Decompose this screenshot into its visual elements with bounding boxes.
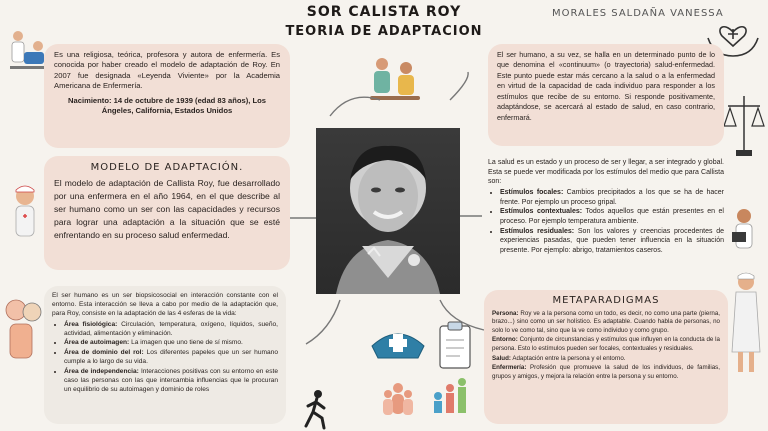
list-item: Enfermería: Profesión que promueve la salud de los individuos, de familias, grupos y amigos, y mejora la relación entre la persona y su entorno. <box>492 364 720 380</box>
metaparadigmas-heading: METAPARADIGMAS <box>552 295 660 306</box>
ser-humano-intro: El ser humano es un ser biopsicosocial en interacción constante con el entorno. Esta interacción se lleva a cabo por medio de la adaptación que, para Roy, consiste en la adaptación de las 4 esferas de la vida: <box>52 292 278 317</box>
list-item: • Estímulos contextuales: Todos aquellos que están presentes en el proceso. Por ejemplo temperatura ambiente. <box>500 207 724 226</box>
portrait-illustration <box>316 128 460 294</box>
list-item: • Estímulos focales: Cambios precipitados a los que se ha de hacer frente. Por ejemplo un proceso gripal. <box>500 188 724 207</box>
people-group-icon <box>380 380 416 420</box>
walking-person-icon <box>300 388 332 430</box>
portrait-photo <box>316 128 460 294</box>
scale-icon <box>722 92 766 162</box>
ser-humano-card <box>44 286 286 424</box>
list-item: • Área de dominio del rol: Los diferentes papeles que un ser humano cumple a lo largo de su vida. <box>64 349 278 367</box>
list-item: • Área de independencia: Interacciones positivas con su entorno en este caso las personas con las que intercambia influencias que le procuran un equilibrio de su autoimagen y dominio de roles <box>64 368 278 395</box>
bio-text: Es una religiosa, teórica, profesora y autora de enfermería. Es conocida por haber creado el modelo de adaptación de Roy. En 2007 fue designada «Leyenda Viviente» por la Academia Americana de Enfermería. <box>54 50 280 91</box>
salud-intro: La salud es un estado y un proceso de ser y llegar, a ser integrado y global. Esta se puede ver modificada por los estímulos del medio que para Callista son: <box>488 159 724 186</box>
birth-info: Nacimiento: 14 de octubre de 1939 (edad 83 años), Los Ángeles, California, Estados Unidos <box>68 95 266 116</box>
doctor-patient-icon <box>4 28 48 74</box>
continuum-text: El ser humano, a su vez, se halla en un determinado punto de lo que denomina el «continuum» (o trayectoria) salud-enfermedad. Este punto puede estar más cercano a la salud o a la enfermedad en virtud de la capacidad de cada individuo para responder a los estímulos que recibe de su entorno. Si responde positivamente, adaptándose, se acercará al estado de salud, en caso contrario, enfermará. <box>497 50 715 122</box>
list-item: • Área fisiológica: Circulación, temperatura, oxígeno, líquidos, sueño, actividad, alimentación y eliminación. <box>64 321 278 339</box>
salud-card <box>484 156 728 286</box>
list-item: Persona: Roy ve a la persona como un todo, es decir, no como una parte (pierna, brazo...) sino como un ser holístico. Es adaptable. Cuando habla de personas, no solo lo ve como tal, sino que la ve como individuo y como grupo. <box>492 309 720 334</box>
continuum-card <box>488 44 724 146</box>
page-subtitle: TEORIA DE ADAPTACION <box>285 24 483 39</box>
estimulos-list <box>488 188 724 256</box>
bio-card <box>44 44 290 148</box>
nurse-standing-icon <box>726 270 766 380</box>
list-item: • Área de autoimagen: La imagen que uno tiene de sí mismo. <box>64 339 278 348</box>
list-item: • Estímulos residuales: Son los valores y creencias procedentes de experiencias pasadas, que pueden tener influencia en la situación presente. Por ejemplo: abrigo, tratamientos caseros. <box>500 227 724 256</box>
metaparadigmas-card <box>484 290 728 424</box>
esferas-list <box>52 321 278 395</box>
modelo-text: El modelo de adaptación de Callista Roy, fue desarrollado por una enfermera en el año 1964, en el que describe al ser humano como un ser con las capacidades y recursos para lograr una adaptación a la situación que se esté enfrentando en su proceso salud enfermedad. <box>54 178 280 240</box>
list-item: Salud: Adaptación entre la persona y el entorno. <box>492 354 626 362</box>
modelo-card <box>44 156 290 270</box>
family-growth-icon <box>428 374 472 420</box>
list-item: Entorno: Conjunto de circunstancias y estímulos que influyen en la conducta de la persona. Esto lo estímulos pueden ser focales, contextuales y residuales. <box>492 336 720 352</box>
nurse-icon <box>6 182 44 242</box>
anatomy-icon <box>2 296 46 366</box>
author-name: MORALES SALDAÑA VANESSA <box>552 8 724 19</box>
page-title: SOR CALISTA ROY <box>306 4 462 20</box>
modelo-heading: MODELO DE ADAPTACIÓN. <box>90 162 244 173</box>
reading-person-icon <box>728 206 762 256</box>
